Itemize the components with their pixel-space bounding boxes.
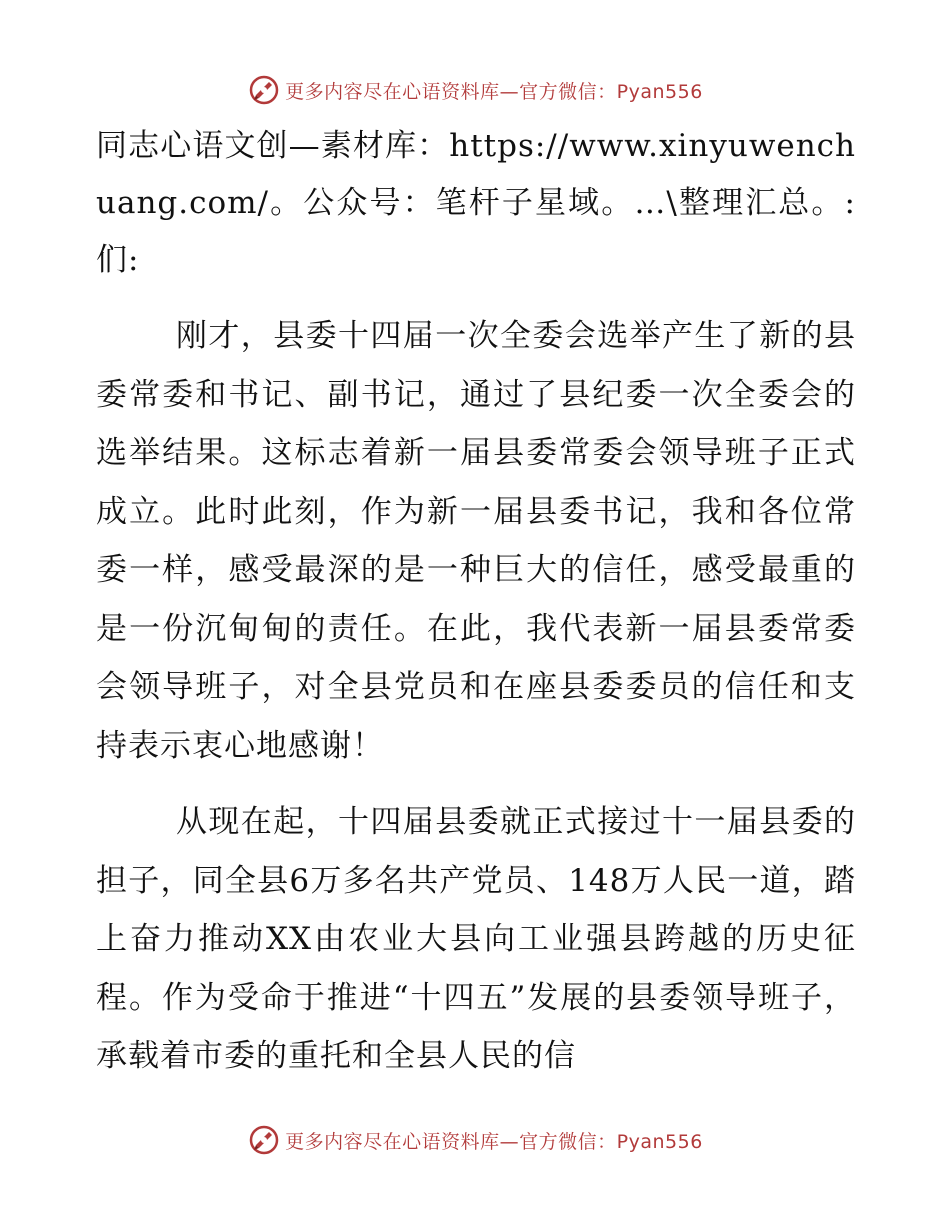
banner-text — [285, 77, 703, 104]
document-header-line: 同志心语文创—素材库：https://www.xinyuwenchuang.com/。公众号：笔杆子星域。…\整理汇总。:们: — [96, 128, 856, 278]
banner-text — [285, 1127, 703, 1154]
pen-circle-logo-icon — [247, 73, 281, 107]
footer-banner — [0, 1120, 950, 1160]
paragraph-gap — [96, 289, 856, 307]
document-body — [96, 118, 856, 1086]
banner-title: 更多内容尽在心语资料库 — [285, 1130, 500, 1153]
banner-separator: — — [499, 1130, 520, 1153]
paragraph-gap — [96, 775, 856, 793]
paragraph-2: 从现在起，十四届县委就正式接过十一届县委的担子，同全县6万多名共产党员、148万人民一道，踏上奋力推动XX由农业大县向工业强县跨越的历史征程。作为受命于推进“十四五”发展的县委领导班子，承载着市委的重托和全县人民的信 — [96, 804, 856, 1074]
pen-circle-logo-icon — [247, 1123, 281, 1157]
banner-separator: — — [499, 80, 520, 103]
paragraph-1: 刚才，县委十四届一次全委会选举产生了新的县委常委和书记、副书记，通过了县纪委一次全委会的选举结果。这标志着新一届县委常委会领导班子正式成立。此时此刻，作为新一届县委书记，我和各位常委一样，感受最深的是一种巨大的信任，感受最重的是一份沉甸甸的责任。在此，我代表新一届县委常委会领导班子，对全县党员和在座县委委员的信任和支持表示衷心地感谢！ — [96, 318, 856, 764]
banner-title: 更多内容尽在心语资料库 — [285, 80, 500, 103]
banner-wechat: 官方微信：Pyan556 — [519, 1130, 703, 1153]
header-banner — [0, 70, 950, 110]
banner-wechat: 官方微信：Pyan556 — [519, 80, 703, 103]
